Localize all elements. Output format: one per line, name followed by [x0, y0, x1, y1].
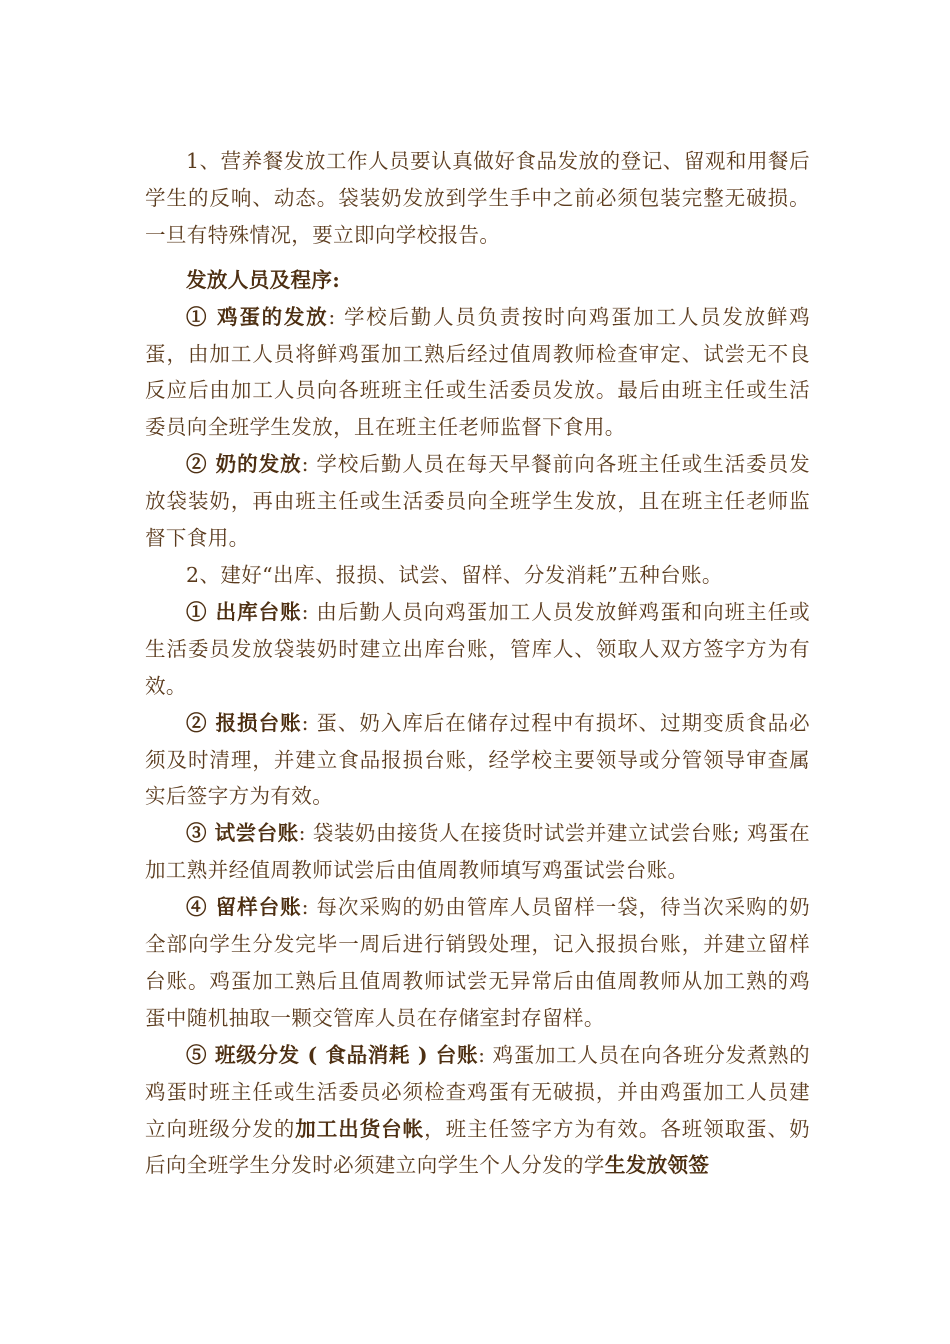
milk-text: : 学校后勤人员在每天早餐前向各班主任或生活委员发放袋装奶，再由班主任或生活委员向全班学生发放，且在班主任老师监督下食用。	[145, 452, 810, 551]
class-bold-2: 生发放领签	[604, 1153, 710, 1178]
paragraph-sample	[145, 889, 810, 1037]
sample-text: : 每次采购的奶由管库人员留样一袋，待当次采购的奶全部向学生分发完毕一周后进行销毁处理，记入报损台账，并建立留样台账。鸡蛋加工熟后且值周教师试尝无异常后由值周教师从加工熟的鸡蛋中随机抽取一颗交管库人员在存储室封存留样。	[145, 895, 810, 1030]
paragraph-1: 1、营养餐发放工作人员要认真做好食品发放的登记、留观和用餐后学生的反响、动态。袋装奶发放到学生手中之前必须包装完整无破损。一旦有特殊情况，要立即向学校报告。	[145, 149, 810, 247]
sample-label: ④ 留样台账	[186, 895, 302, 920]
class-bold-1: 加工出货台帐	[295, 1116, 425, 1141]
paragraph-taste	[145, 815, 810, 889]
class-label: ⑤ 班级分发 ( 食品消耗 ) 台账	[186, 1042, 479, 1067]
taste-text: : 袋装奶由接货人在接货时试尝并建立试尝台账; 鸡蛋在加工熟并经值周教师试尝后由值周教师填写鸡蛋试尝台账。	[145, 821, 810, 883]
class-text-1: : 鸡蛋加工人员在向各班分发煮熟的鸡蛋时班主任或生活委员必须检查鸡蛋有无破损，并由鸡蛋加工人员建立向班级分发的	[145, 1042, 810, 1141]
loss-text: : 蛋、奶入库后在储存过程中有损坏、过期变质食品必须及时清理，并建立食品报损台账，经学校主要领导或分管领导审查属实后签字方为有效。	[145, 710, 810, 809]
egg-label: ① 鸡蛋的发放	[186, 304, 329, 329]
paragraph-egg	[145, 299, 810, 447]
document-body	[145, 143, 810, 1184]
section-heading	[145, 262, 810, 299]
taste-label: ③ 试尝台账	[186, 821, 299, 846]
paragraph-milk	[145, 446, 810, 557]
paragraph-out	[145, 594, 810, 705]
paragraph-loss	[145, 705, 810, 816]
out-label: ① 出库台账	[186, 599, 302, 624]
class-text-2: ，班主任签字方为有效。各班领取蛋、奶后向全班学生分发时必须建立向学生个人分发的学	[145, 1116, 811, 1178]
loss-label: ② 报损台账	[186, 710, 302, 735]
paragraph-2: 2、建好“出库、报损、试尝、留样、分发消耗”五种台账。	[186, 562, 723, 587]
heading-text: 发放人员及程序:	[186, 267, 341, 292]
milk-label: ② 奶的发放	[186, 452, 302, 477]
egg-text: : 学校后勤人员负责按时向鸡蛋加工人员发放鲜鸡蛋，由加工人员将鲜鸡蛋加工熟后经过值周教师检查审定、试尝无不良反应后由加工人员向各班班主任或生活委员发放。最后由班主任或生活委员向全班学生发放，且在班主任老师监督下食用。	[145, 304, 810, 440]
paragraph-class	[145, 1037, 810, 1185]
out-text: : 由后勤人员向鸡蛋加工人员发放鲜鸡蛋和向班主任或生活委员发放袋装奶时建立出库台账，管库人、领取人双方签字方为有效。	[145, 599, 810, 698]
